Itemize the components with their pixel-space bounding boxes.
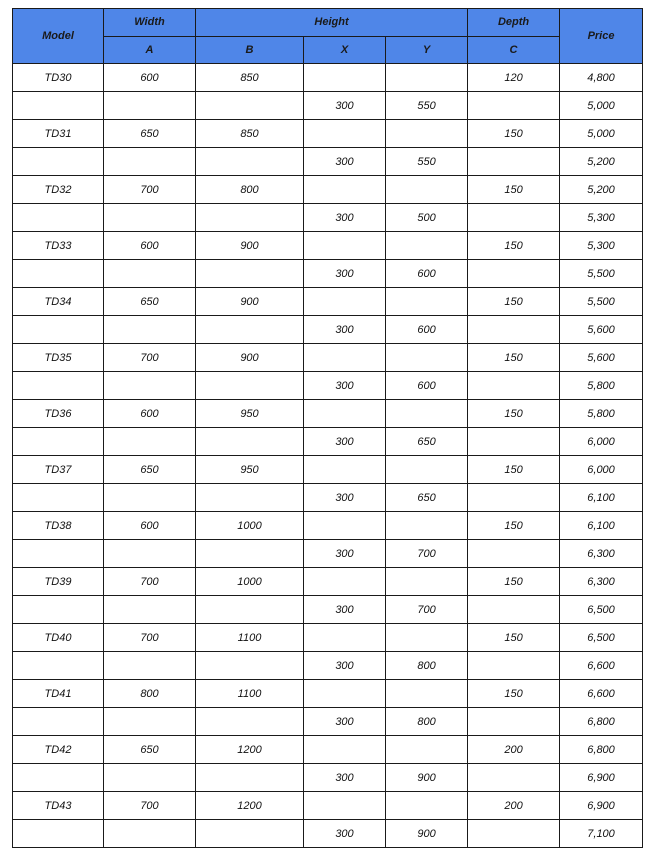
table-row [13, 708, 643, 736]
table-row [13, 372, 643, 400]
model-cell [13, 484, 104, 512]
price-cell: 5,000 [560, 120, 643, 148]
height-b-cell: 850 [196, 64, 304, 92]
model-cell [13, 820, 104, 848]
width-a-cell: 700 [104, 568, 196, 596]
depth-c-cell: 150 [468, 176, 560, 204]
table-row [13, 400, 643, 428]
depth-c-cell [468, 708, 560, 736]
height-b-cell [196, 148, 304, 176]
table-row [13, 120, 643, 148]
height-b-cell [196, 596, 304, 624]
depth-c-cell: 150 [468, 232, 560, 260]
depth-c-cell [468, 92, 560, 120]
height-b-cell [196, 372, 304, 400]
width-a-cell: 800 [104, 680, 196, 708]
depth-c-cell: 150 [468, 568, 560, 596]
price-cell: 6,900 [560, 792, 643, 820]
height-y-cell: 600 [386, 260, 468, 288]
table-row [13, 764, 643, 792]
table-row [13, 92, 643, 120]
header-a: A [104, 36, 196, 64]
height-y-cell [386, 344, 468, 372]
height-b-cell: 1000 [196, 512, 304, 540]
height-y-cell: 550 [386, 92, 468, 120]
price-cell: 5,600 [560, 344, 643, 372]
width-a-cell: 650 [104, 456, 196, 484]
model-cell: TD33 [13, 232, 104, 260]
height-y-cell: 550 [386, 148, 468, 176]
price-cell: 5,000 [560, 92, 643, 120]
model-cell [13, 260, 104, 288]
table-row [13, 792, 643, 820]
height-b-cell: 1000 [196, 568, 304, 596]
height-b-cell: 1200 [196, 736, 304, 764]
price-cell: 5,600 [560, 316, 643, 344]
width-a-cell: 600 [104, 232, 196, 260]
width-a-cell: 700 [104, 624, 196, 652]
depth-c-cell: 150 [468, 344, 560, 372]
height-x-cell [304, 120, 386, 148]
table-row [13, 652, 643, 680]
header-x: X [304, 36, 386, 64]
height-b-cell [196, 484, 304, 512]
price-cell: 6,500 [560, 624, 643, 652]
height-x-cell [304, 64, 386, 92]
height-y-cell [386, 120, 468, 148]
table-row [13, 596, 643, 624]
height-y-cell [386, 512, 468, 540]
table-row [13, 344, 643, 372]
depth-c-cell [468, 316, 560, 344]
width-a-cell [104, 428, 196, 456]
price-cell: 5,500 [560, 260, 643, 288]
height-y-cell [386, 232, 468, 260]
height-b-cell [196, 708, 304, 736]
model-cell [13, 708, 104, 736]
height-y-cell [386, 736, 468, 764]
height-y-cell: 650 [386, 428, 468, 456]
model-cell [13, 316, 104, 344]
table-row [13, 288, 643, 316]
width-a-cell: 700 [104, 792, 196, 820]
spec-table [12, 8, 643, 848]
depth-c-cell: 150 [468, 624, 560, 652]
width-a-cell: 650 [104, 288, 196, 316]
table-row [13, 484, 643, 512]
width-a-cell [104, 764, 196, 792]
width-a-cell [104, 372, 196, 400]
price-cell: 5,800 [560, 372, 643, 400]
width-a-cell: 600 [104, 64, 196, 92]
height-b-cell: 900 [196, 232, 304, 260]
price-cell: 5,500 [560, 288, 643, 316]
depth-c-cell [468, 260, 560, 288]
height-y-cell: 800 [386, 708, 468, 736]
table-row [13, 316, 643, 344]
height-x-cell: 300 [304, 92, 386, 120]
model-cell: TD39 [13, 568, 104, 596]
height-y-cell: 600 [386, 316, 468, 344]
model-cell: TD35 [13, 344, 104, 372]
width-a-cell: 650 [104, 120, 196, 148]
width-a-cell [104, 596, 196, 624]
height-x-cell [304, 736, 386, 764]
height-y-cell: 700 [386, 540, 468, 568]
height-b-cell: 1100 [196, 680, 304, 708]
width-a-cell: 600 [104, 512, 196, 540]
height-y-cell: 900 [386, 764, 468, 792]
table-row [13, 820, 643, 848]
model-cell: TD31 [13, 120, 104, 148]
height-y-cell [386, 456, 468, 484]
table-row [13, 232, 643, 260]
height-x-cell [304, 288, 386, 316]
width-a-cell [104, 316, 196, 344]
model-cell: TD42 [13, 736, 104, 764]
price-cell: 5,200 [560, 148, 643, 176]
model-cell: TD34 [13, 288, 104, 316]
depth-c-cell: 150 [468, 512, 560, 540]
height-y-cell [386, 792, 468, 820]
model-cell: TD43 [13, 792, 104, 820]
height-x-cell: 300 [304, 428, 386, 456]
height-x-cell: 300 [304, 260, 386, 288]
height-y-cell [386, 680, 468, 708]
width-a-cell [104, 484, 196, 512]
height-x-cell: 300 [304, 708, 386, 736]
price-cell: 6,300 [560, 540, 643, 568]
height-x-cell: 300 [304, 316, 386, 344]
price-cell: 6,600 [560, 680, 643, 708]
height-b-cell [196, 316, 304, 344]
model-cell: TD32 [13, 176, 104, 204]
height-y-cell: 700 [386, 596, 468, 624]
model-cell [13, 596, 104, 624]
model-cell [13, 652, 104, 680]
model-cell: TD37 [13, 456, 104, 484]
model-cell [13, 764, 104, 792]
width-a-cell: 700 [104, 344, 196, 372]
height-b-cell [196, 764, 304, 792]
height-y-cell [386, 288, 468, 316]
table-row [13, 456, 643, 484]
depth-c-cell [468, 820, 560, 848]
width-a-cell [104, 820, 196, 848]
width-a-cell: 700 [104, 176, 196, 204]
header-b: B [196, 36, 304, 64]
price-cell: 6,500 [560, 596, 643, 624]
model-cell [13, 92, 104, 120]
height-y-cell: 500 [386, 204, 468, 232]
price-cell: 6,600 [560, 652, 643, 680]
price-cell: 5,300 [560, 204, 643, 232]
table-row [13, 568, 643, 596]
height-x-cell [304, 456, 386, 484]
model-cell: TD41 [13, 680, 104, 708]
height-x-cell: 300 [304, 596, 386, 624]
height-x-cell: 300 [304, 764, 386, 792]
model-cell [13, 540, 104, 568]
height-x-cell [304, 232, 386, 260]
price-cell: 7,100 [560, 820, 643, 848]
height-x-cell [304, 792, 386, 820]
header-price: Price [560, 9, 643, 64]
height-y-cell [386, 64, 468, 92]
height-b-cell [196, 260, 304, 288]
model-cell: TD40 [13, 624, 104, 652]
table-row [13, 428, 643, 456]
depth-c-cell [468, 372, 560, 400]
height-x-cell: 300 [304, 820, 386, 848]
height-y-cell: 650 [386, 484, 468, 512]
height-b-cell: 850 [196, 120, 304, 148]
price-cell: 6,800 [560, 736, 643, 764]
height-y-cell [386, 400, 468, 428]
height-x-cell: 300 [304, 372, 386, 400]
model-cell: TD36 [13, 400, 104, 428]
height-b-cell [196, 92, 304, 120]
height-b-cell: 900 [196, 288, 304, 316]
price-cell: 5,200 [560, 176, 643, 204]
depth-c-cell: 120 [468, 64, 560, 92]
table-row [13, 64, 643, 92]
height-b-cell [196, 820, 304, 848]
depth-c-cell: 150 [468, 680, 560, 708]
width-a-cell: 600 [104, 400, 196, 428]
header-c: C [468, 36, 560, 64]
header-y: Y [386, 36, 468, 64]
height-b-cell [196, 652, 304, 680]
price-cell: 6,800 [560, 708, 643, 736]
model-cell: TD30 [13, 64, 104, 92]
height-x-cell: 300 [304, 204, 386, 232]
depth-c-cell [468, 148, 560, 176]
height-y-cell: 600 [386, 372, 468, 400]
height-b-cell: 900 [196, 344, 304, 372]
depth-c-cell [468, 540, 560, 568]
price-cell: 6,900 [560, 764, 643, 792]
width-a-cell [104, 148, 196, 176]
header-depth: Depth [468, 9, 560, 37]
width-a-cell: 650 [104, 736, 196, 764]
height-y-cell [386, 568, 468, 596]
table-body [13, 64, 643, 848]
height-y-cell: 800 [386, 652, 468, 680]
width-a-cell [104, 652, 196, 680]
price-cell: 6,100 [560, 512, 643, 540]
height-x-cell [304, 680, 386, 708]
price-cell: 5,300 [560, 232, 643, 260]
height-x-cell: 300 [304, 148, 386, 176]
height-y-cell [386, 176, 468, 204]
header-height: Height [196, 9, 468, 37]
width-a-cell [104, 540, 196, 568]
header-model: Model [13, 9, 104, 64]
model-cell [13, 204, 104, 232]
table-row [13, 736, 643, 764]
price-cell: 6,000 [560, 456, 643, 484]
depth-c-cell [468, 484, 560, 512]
model-cell [13, 428, 104, 456]
header-width: Width [104, 9, 196, 37]
height-x-cell: 300 [304, 540, 386, 568]
height-b-cell [196, 428, 304, 456]
depth-c-cell [468, 428, 560, 456]
table-row [13, 680, 643, 708]
height-b-cell: 950 [196, 400, 304, 428]
height-x-cell [304, 568, 386, 596]
width-a-cell [104, 92, 196, 120]
height-b-cell: 1200 [196, 792, 304, 820]
price-cell: 4,800 [560, 64, 643, 92]
model-cell [13, 372, 104, 400]
price-cell: 6,300 [560, 568, 643, 596]
depth-c-cell [468, 652, 560, 680]
depth-c-cell: 200 [468, 792, 560, 820]
width-a-cell [104, 260, 196, 288]
table-row [13, 148, 643, 176]
height-y-cell [386, 624, 468, 652]
model-cell [13, 148, 104, 176]
table-row [13, 624, 643, 652]
width-a-cell [104, 204, 196, 232]
height-b-cell: 950 [196, 456, 304, 484]
price-cell: 6,000 [560, 428, 643, 456]
height-b-cell [196, 540, 304, 568]
price-cell: 5,800 [560, 400, 643, 428]
table-row [13, 540, 643, 568]
price-cell: 6,100 [560, 484, 643, 512]
table-row [13, 176, 643, 204]
height-x-cell [304, 624, 386, 652]
height-x-cell [304, 176, 386, 204]
table-row [13, 204, 643, 232]
height-x-cell: 300 [304, 652, 386, 680]
height-b-cell [196, 204, 304, 232]
depth-c-cell: 150 [468, 456, 560, 484]
depth-c-cell: 150 [468, 288, 560, 316]
height-x-cell [304, 512, 386, 540]
height-x-cell: 300 [304, 484, 386, 512]
depth-c-cell [468, 204, 560, 232]
table-header [13, 9, 643, 64]
model-cell: TD38 [13, 512, 104, 540]
table-row [13, 512, 643, 540]
height-x-cell [304, 344, 386, 372]
depth-c-cell [468, 764, 560, 792]
height-x-cell [304, 400, 386, 428]
depth-c-cell [468, 596, 560, 624]
height-b-cell: 800 [196, 176, 304, 204]
table-row [13, 260, 643, 288]
depth-c-cell: 150 [468, 120, 560, 148]
height-b-cell: 1100 [196, 624, 304, 652]
depth-c-cell: 150 [468, 400, 560, 428]
height-y-cell: 900 [386, 820, 468, 848]
width-a-cell [104, 708, 196, 736]
depth-c-cell: 200 [468, 736, 560, 764]
